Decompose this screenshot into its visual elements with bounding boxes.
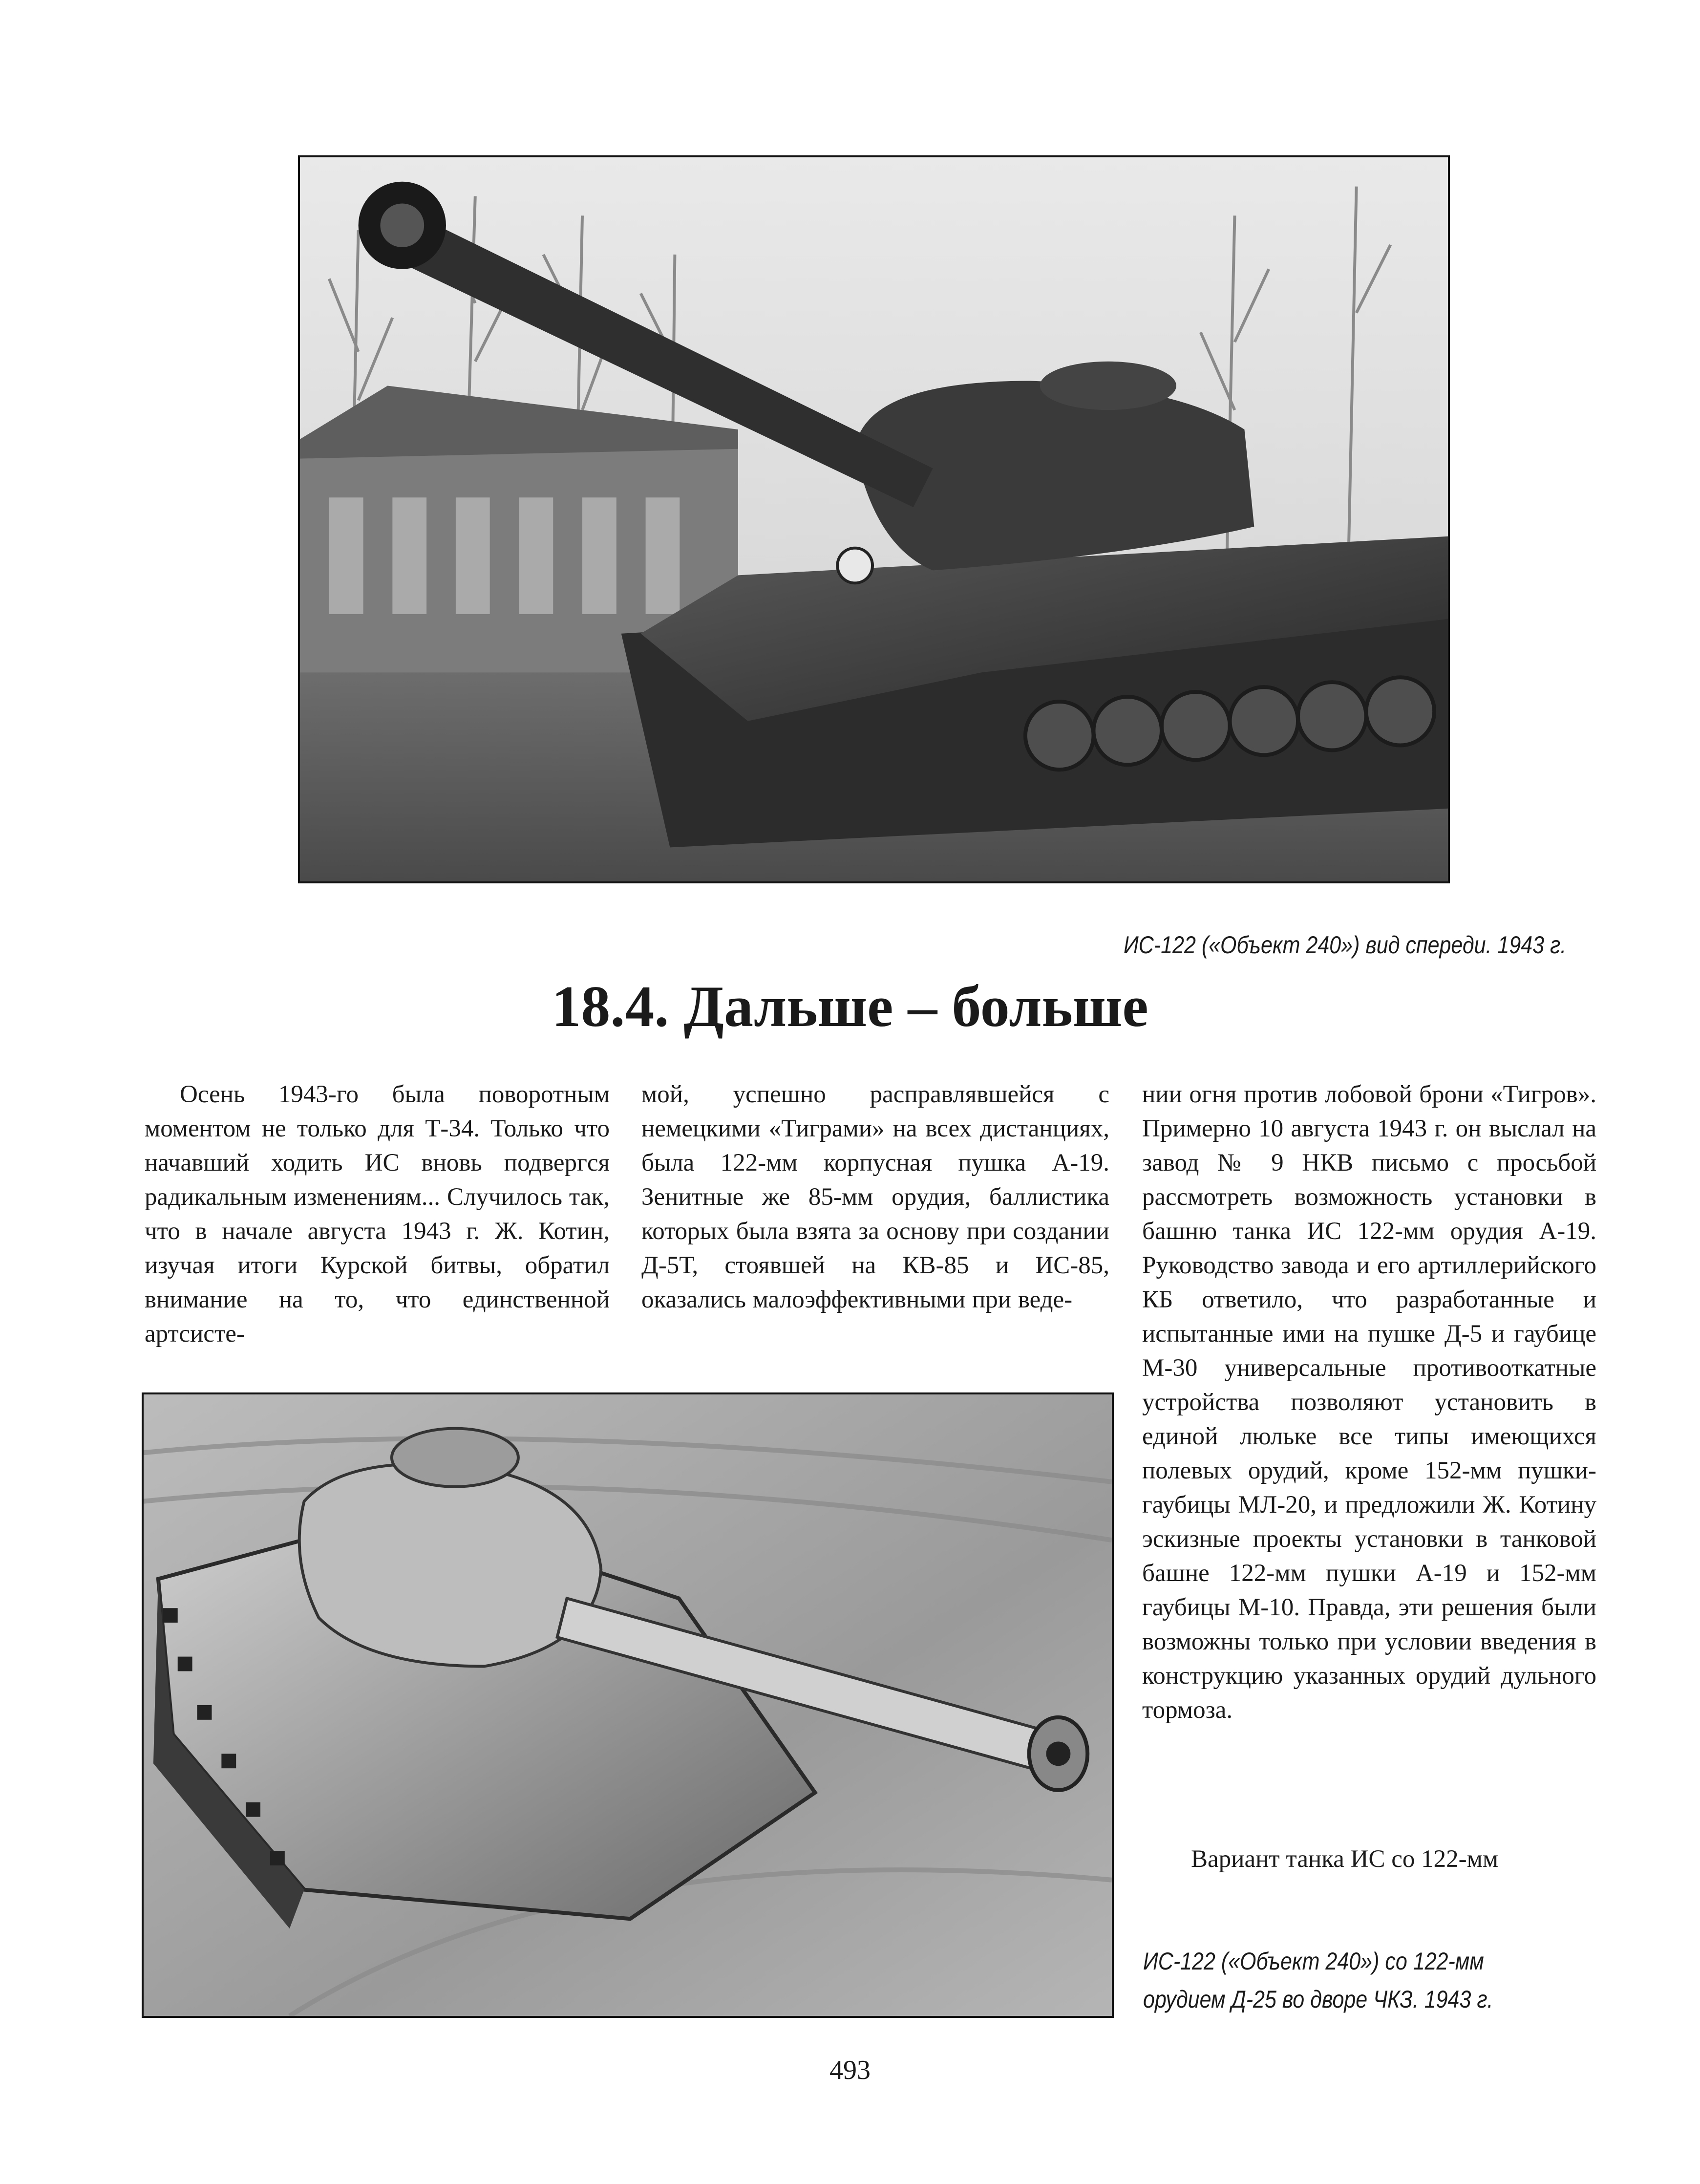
caption-bottom-line-2: орудием Д-25 во дворе ЧКЗ. 1943 г.	[1143, 1986, 1493, 2013]
tank-front-illustration	[300, 157, 1448, 881]
section-heading: 18.4. Дальше – больше	[552, 974, 1148, 1039]
body-column-2: мой, успешно расправлявшейся с немецкими «Тиграми» на всех дистанциях, была 122-мм корпусная пушка А-19. Зенитные же 85-мм орудия, баллистика которых была взята за основу при создании Д-5Т, стоявшей на КВ-85 и ИС-85, оказались малоэффективными при веде-	[641, 1081, 1109, 1313]
photo-tank-front	[298, 155, 1450, 883]
caption-top-photo: ИС-122 («Объект 240») вид спереди. 1943 г.	[1124, 931, 1567, 959]
page-number: 493	[829, 2055, 871, 2085]
body-column-3: нии огня против лобовой брони «Тигров». Примерно 10 августа 1943 г. он выслал на завод № 9 НКВ письмо с просьбой рассмотреть возможность установки в башню танка ИС 122-мм орудия А-19. Руководство завода и его артиллерийского КБ ответило, что разработанные и испытанные ими на пушке Д-5 и гаубице М-30 универсальные противооткатные устройства позволяют установить в единой люльке все типы имеющихся полевых орудий, кроме 152-мм пушки-гаубицы МЛ-20, и предложили Ж. Котину эскизные проекты установки в танковой башне 122-мм пушки А-19 и 152-мм гаубицы М-10. Правда, эти решения были возможны только при условии введения в конструкцию указанных орудий дульного тормоза.	[1142, 1081, 1596, 1724]
photo-tank-top-view	[142, 1392, 1114, 2018]
tank-top-illustration	[144, 1394, 1112, 2016]
caption-bottom-line-1: ИС-122 («Объект 240») со 122-мм	[1143, 1948, 1484, 1975]
caption-bottom-photo	[1143, 1942, 1493, 2018]
body-column-3-paragraph-2: Вариант танка ИС со 122-мм	[1191, 1845, 1499, 1873]
body-column-1: Осень 1943-го была поворотным моментом не только для Т-34. Только что начавший ходить ИС вновь подвергся радикальным изменениям... Случилось так, что в начале августа 1943 г. Ж. Котин, изучая итоги Курской битвы, обратил внимание на то, что единственной артсисте-	[145, 1081, 610, 1348]
